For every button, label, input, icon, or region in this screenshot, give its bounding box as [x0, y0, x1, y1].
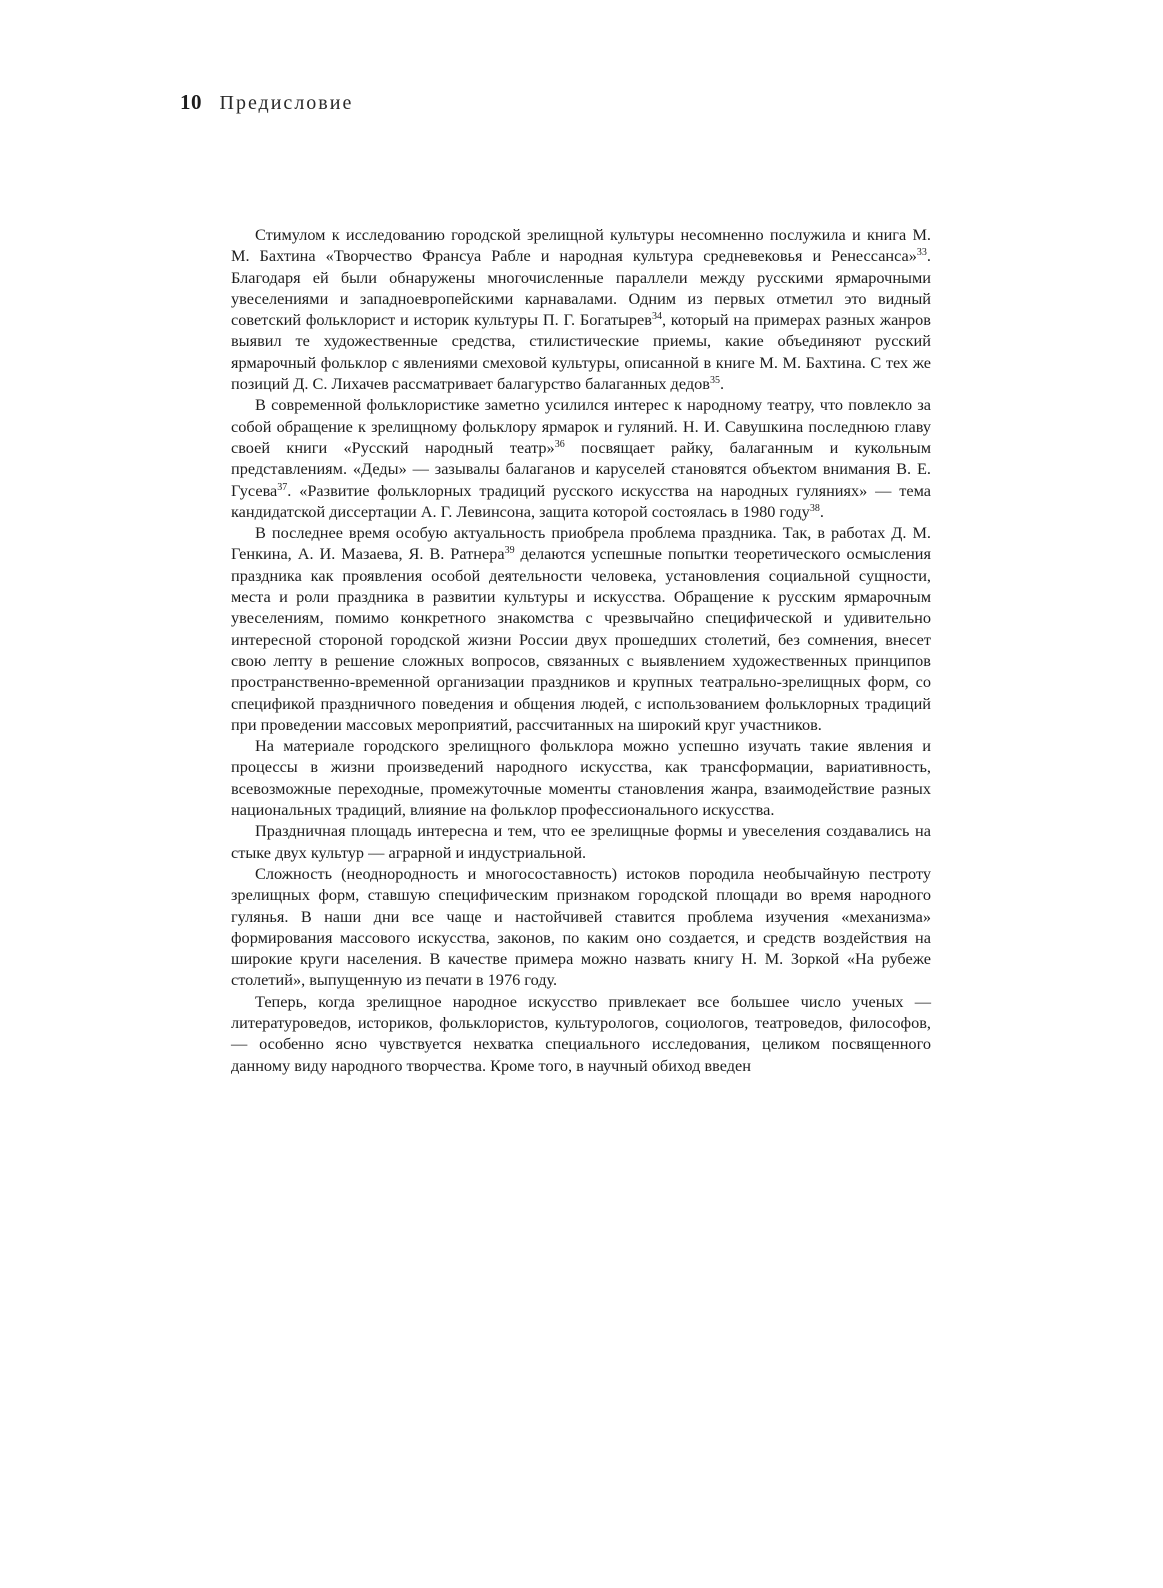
- running-head: [180, 90, 353, 115]
- footnote-ref: 35: [709, 375, 720, 387]
- footnote-ref: 34: [651, 311, 662, 323]
- paragraph-text: Сложность (неоднородность и многосоставность) истоков породила необычайную пестроту зрелищных форм, ставшую специфическим признаком городской площади во время народного гулянья. В наши дни все чаще и настойчивей ставится проблема изучения «механизма» формирования массового искусства, законов, по каким оно создается, и средств воздействия на широкие круги населения. В качестве примера можно назвать книгу Н. М. Зоркой «На рубеже столетий», выпущенную из печати в 1976 году.: [231, 863, 931, 990]
- paragraph-text: .: [819, 501, 824, 521]
- body-text: [231, 224, 931, 1076]
- footnote-ref: 37: [277, 481, 288, 493]
- paragraph-text: делаются успешные попытки теоретического осмысления праздника как проявления особой деятельности человека, установления социальной сущности, места и роли праздника в развитии культуры и искусства. Обращение к русским ярмарочным увеселениям, помимо конкретного знакомства с чрезвычайно специфической и удивительно интересной стороной городской жизни России двух прошедших столетий, без сомнения, внесет свою лепту в решение сложных вопросов, связанных с выявлением художественных принципов пространственно-временной организации праздников и крупных театрально-зрелищных форм, со спецификой праздничного поведения и общения людей, с использованием фольклорных традиций при проведении массовых мероприятий, рассчитанных на широкий круг участников.: [231, 544, 931, 734]
- footnote-ref: 36: [554, 438, 565, 450]
- paragraph-text: В современной фольклористике заметно усилился интерес к народному театру, что повлекло за собой обращение к зрелищному фольклору ярмарок и гуляний. Н. И. Савушкина последнюю главу своей книги «Русский народный театр»: [231, 395, 931, 457]
- paragraph-text: . «Развитие фольклорных традиций русского искусства на народных гуляниях» — тема кандидатской диссертации А. Г. Левинсона, защита которой состоялась в 1980 году: [231, 480, 931, 521]
- paragraph: [231, 991, 931, 1076]
- paragraph: [231, 522, 931, 735]
- paragraph: [231, 224, 931, 394]
- paragraph-text: посвящает райку, балаганным и кукольным представлениям. «Деды» — зазывалы балаганов и каруселей становятся объектом внимания В. Е. Гусева: [231, 437, 931, 500]
- footnote-ref: 38: [809, 502, 820, 514]
- paragraph-text: Стимулом к исследованию городской зрелищной культуры несомненно послужила и книга М. М. Бахтина «Творчество Франсуа Рабле и народная культура средневековья и Ренессанса»: [231, 225, 931, 266]
- paragraph: [231, 863, 931, 991]
- paragraph-text: .: [719, 374, 725, 394]
- footnote-ref: 33: [916, 247, 927, 259]
- paragraph: [231, 820, 931, 863]
- paragraph-text: , который на примерах разных жанров выявил те художественные средства, стилистические приемы, какие объединяют русский ярмарочный фольклор с явлениями смеховой культуры, описанной в книге М. М. Бахтина. С тех же позиций Д. С. Лихачев рассматривает балагурство балаганных дедов: [231, 310, 931, 394]
- paragraph: [231, 394, 931, 522]
- section-title: Предисловие: [219, 92, 354, 114]
- paragraph-text: На материале городского зрелищного фольклора можно успешно изучать такие явления и процессы в жизни произведений народного искусства, как трансформации, вариативность, всевозможные переходные, промежуточные моменты становления жанра, взаимодействие разных национальных традиций, влияние на фольклор профессионального искусства.: [231, 736, 931, 820]
- page-number: 10: [180, 90, 202, 114]
- paragraph-text: В последнее время особую актуальность приобрела проблема праздника. Так, в работах Д. М. Генкина, А. И. Мазаева, Я. В. Ратнера: [231, 523, 931, 564]
- footnote-ref: 39: [504, 545, 515, 557]
- paragraph-text: Праздничная площадь интересна и тем, что ее зрелищные формы и увеселения создавались на стыке двух культур — аграрной и индустриальной.: [231, 821, 931, 862]
- paragraph: [231, 735, 931, 820]
- paragraph-text: Теперь, когда зрелищное народное искусство привлекает все большее число ученых — литературоведов, историков, фольклористов, культурологов, социологов, театроведов, философов, — особенно ясно чувствуется нехватка специального исследования, целиком посвященного данному виду народного творчества. Кроме того, в научный обиход введен: [231, 991, 931, 1075]
- paragraph-text: . Благодаря ей были обнаружены многочисленные параллели между русскими ярмарочными увеселениями и западноевропейскими карнавалами. Одним из первых отметил это видный советский фольклорист и историк культуры П. Г. Богатырев: [231, 246, 931, 330]
